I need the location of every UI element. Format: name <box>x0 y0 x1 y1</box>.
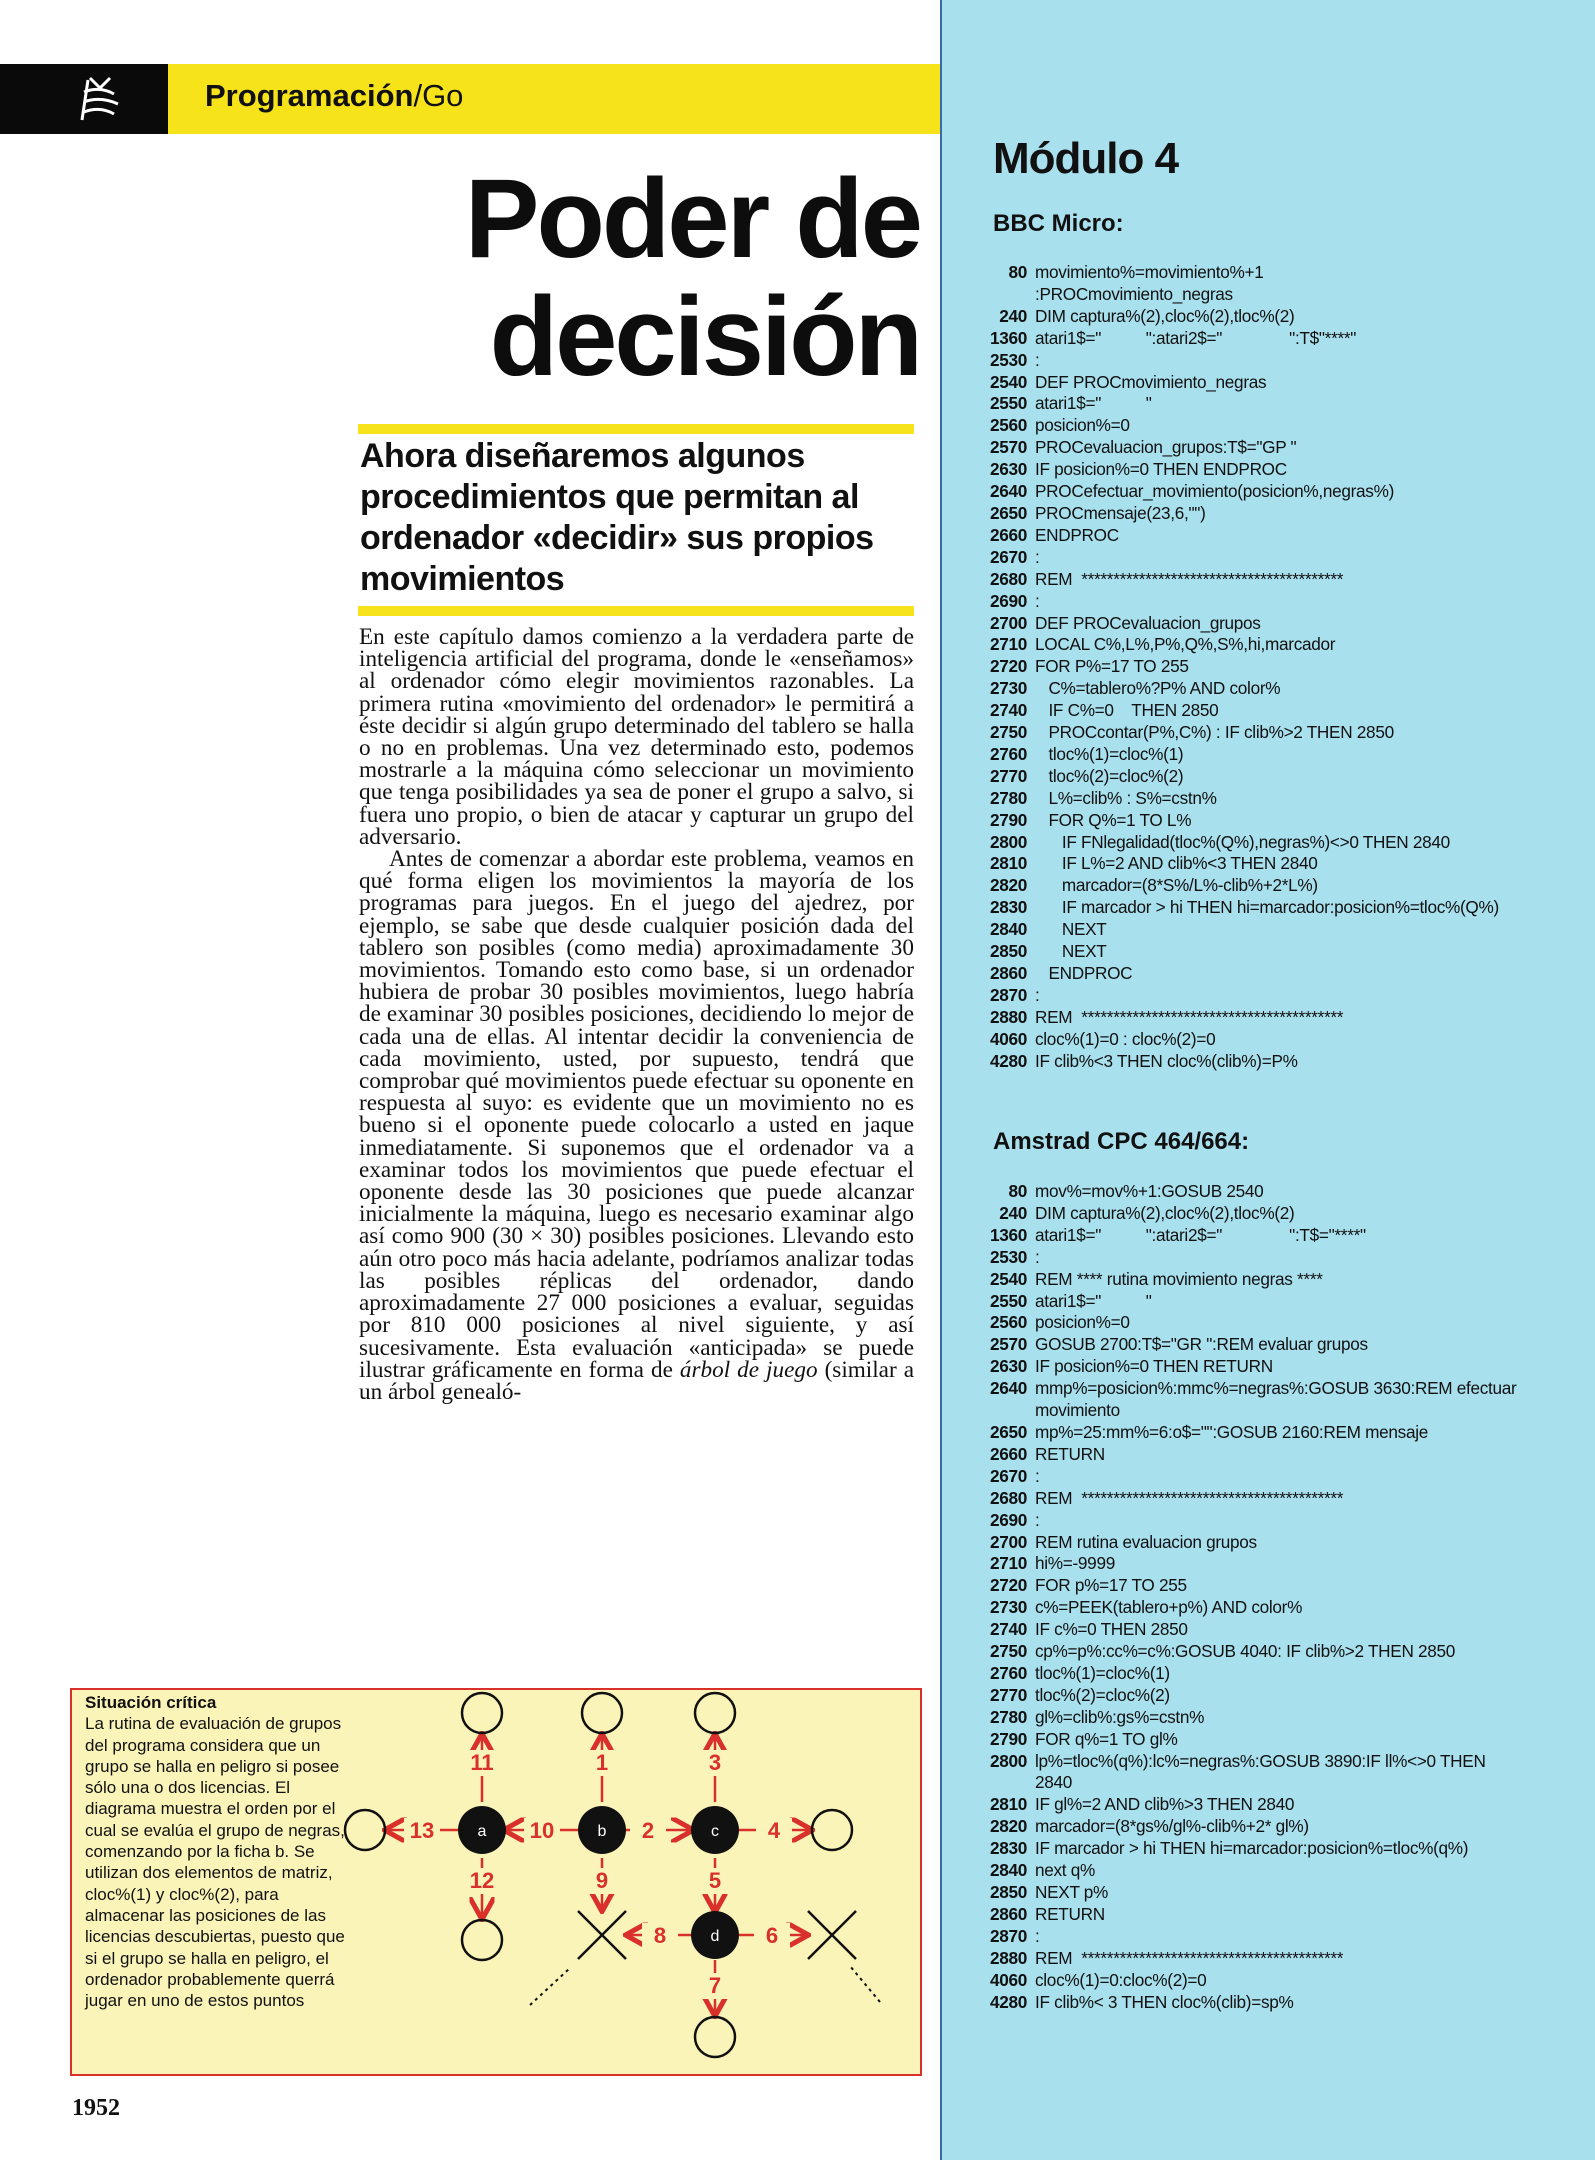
code-line <box>975 1466 1520 1488</box>
order-number: 13 <box>409 1818 435 1843</box>
line-code: ENDPROC <box>1035 524 1119 545</box>
line-number: 2640 <box>989 1378 1027 1399</box>
line-code: :PROCmovimiento_negras <box>1035 283 1233 304</box>
line-code: tloc%(2)=cloc%(2) <box>1035 1684 1170 1705</box>
line-code: posicion%=0 <box>1035 1312 1130 1333</box>
line-code: mmp%=posicion%:mmc%=negras%:GOSUB 3630:REM efectuar movimiento <box>1035 1378 1521 1421</box>
code-line <box>975 875 1520 897</box>
line-number: 2550 <box>989 1290 1027 1311</box>
stone-label: b <box>597 1823 607 1840</box>
line-code: c%=PEEK(tablero+p%) AND color% <box>1035 1597 1303 1618</box>
line-code: IF clib%< 3 THEN cloc%(clib)=sp% <box>1035 1991 1294 2012</box>
line-code: IF marcador > hi THEN hi=marcador:posicion%=tloc%(Q%) <box>1035 897 1499 918</box>
line-number: 2830 <box>989 897 1027 918</box>
code-line <box>975 613 1520 635</box>
title-line-2: decisión <box>489 274 920 399</box>
line-code: atari1$=" ":atari2$=" ":T$="****" <box>1035 1224 1366 1245</box>
line-number: 2770 <box>989 765 1027 786</box>
liberty-point <box>812 1810 852 1850</box>
line-number: 1360 <box>989 327 1027 348</box>
code-line <box>975 1707 1520 1729</box>
line-number: 2570 <box>989 437 1027 458</box>
line-code: REM rutina evaluacion grupos <box>1035 1531 1257 1552</box>
line-code: REM ***************************************** <box>1035 1006 1344 1027</box>
code-line <box>975 744 1520 766</box>
code-line <box>975 1488 1520 1510</box>
code-line <box>975 284 1520 306</box>
line-number: 2870 <box>989 984 1027 1005</box>
line-code: marcador=(8*S%/L%-clib%+2*L%) <box>1035 875 1318 896</box>
line-number: 2790 <box>989 809 1027 830</box>
line-number: 2560 <box>989 415 1027 436</box>
line-code: RETURN <box>1035 1903 1105 1924</box>
line-code: PROCefectuar_movimiento(posicion%,negras%) <box>1035 481 1394 502</box>
code-line <box>975 372 1520 394</box>
line-code: atari1$=" " <box>1035 1290 1152 1311</box>
title-line-1: Poder de <box>464 156 920 281</box>
article-body <box>359 626 914 1403</box>
line-code: cp%=p%:cc%=c%:GOSUB 4040: IF clib%>2 THEN 2850 <box>1035 1641 1456 1662</box>
line-code: DEF PROCevaluacion_grupos <box>1035 612 1261 633</box>
article-title <box>360 156 920 399</box>
code-line <box>975 1051 1520 1073</box>
code-line <box>975 963 1520 985</box>
line-number: 2840 <box>989 1860 1027 1881</box>
article-subtitle: Ahora diseñaremos algunos procedimientos que permitan al ordenador «decidir» sus propios movimientos <box>360 437 874 598</box>
code-line <box>975 393 1520 415</box>
line-number: 2640 <box>989 481 1027 502</box>
line-number: 2530 <box>989 1246 1027 1267</box>
code-line <box>975 1007 1520 1029</box>
code-line <box>975 656 1520 678</box>
order-number: 6 <box>765 1923 779 1948</box>
line-code: FOR q%=1 TO gl% <box>1035 1728 1178 1749</box>
line-code: DEF PROCmovimiento_negras <box>1035 371 1267 392</box>
line-code: IF clib%<3 THEN cloc%(clib%)=P% <box>1035 1050 1298 1071</box>
code-line <box>975 1291 1520 1313</box>
liberty-point <box>462 1920 502 1960</box>
code-line <box>975 1575 1520 1597</box>
line-number: 2540 <box>989 1268 1027 1289</box>
line-number: 2840 <box>989 919 1027 940</box>
code-line <box>975 1203 1520 1225</box>
code-line <box>975 1948 1520 1970</box>
line-number: 2680 <box>989 1487 1027 1508</box>
code-line <box>975 1619 1520 1641</box>
order-number: 2 <box>641 1818 655 1843</box>
line-code: : <box>1035 1925 1040 1946</box>
section-label-bold: Programación <box>205 78 414 113</box>
line-code: IF L%=2 AND clib%<3 THEN 2840 <box>1035 853 1318 874</box>
figure-caption <box>85 1692 345 2011</box>
line-code: PROCmensaje(23,6,"") <box>1035 502 1206 523</box>
line-code: PROCcontar(P%,C%) : IF clib%>2 THEN 2850 <box>1035 722 1394 743</box>
line-number: 2860 <box>989 963 1027 983</box>
line-number: 2550 <box>989 393 1027 414</box>
code-line <box>975 1685 1520 1707</box>
line-code: atari1$=" ":atari2$=" ":T$"****" <box>1035 327 1357 348</box>
code-line <box>975 634 1520 656</box>
paragraph-2 <box>359 848 914 1403</box>
section-label-sub: /Go <box>413 78 464 113</box>
line-number: 2850 <box>989 941 1027 962</box>
code-line <box>975 547 1520 569</box>
line-number: 2690 <box>989 590 1027 611</box>
line-number: 2560 <box>989 1312 1027 1333</box>
code-line <box>975 700 1520 722</box>
code-line <box>975 1269 1520 1291</box>
line-code: NEXT p% <box>1035 1882 1109 1902</box>
line-code: : <box>1035 1465 1040 1486</box>
code-line <box>975 1729 1520 1751</box>
code-line <box>975 1751 1520 1795</box>
code-line <box>975 853 1520 875</box>
code-line <box>975 503 1520 525</box>
line-number: 2660 <box>989 524 1027 545</box>
line-code: movimiento%=movimiento%+1 <box>1035 262 1264 282</box>
line-code: LOCAL C%,L%,P%,Q%,S%,hi,marcador <box>1035 634 1336 655</box>
line-number: 2740 <box>989 700 1027 721</box>
line-number: 4280 <box>989 1050 1027 1071</box>
order-number: 11 <box>470 1750 494 1775</box>
line-number: 80 <box>1008 262 1027 282</box>
line-code: IF C%=0 THEN 2850 <box>1035 700 1219 721</box>
line-code: IF marcador > hi THEN hi=marcador:posicion%=tloc%(q%) <box>1035 1838 1469 1859</box>
line-number: 2700 <box>989 1531 1027 1552</box>
line-code: mp%=25:mm%=6:o$="":GOSUB 2160:REM mensaje <box>1035 1421 1429 1442</box>
code-line <box>975 1992 1520 2014</box>
code-line <box>975 328 1520 350</box>
line-number: 2830 <box>989 1838 1027 1859</box>
line-number: 2780 <box>989 1706 1027 1727</box>
line-number <box>975 284 1035 306</box>
dotted-arrow <box>850 1966 880 2002</box>
line-code: REM ***************************************** <box>1035 1487 1344 1508</box>
code-line <box>975 897 1520 919</box>
line-code: GOSUB 2700:T$="GR ":REM evaluar grupos <box>1035 1334 1368 1355</box>
bbc-listing <box>975 262 1520 1073</box>
line-code: IF posicion%=0 THEN ENDPROC <box>1035 459 1287 480</box>
code-line <box>975 525 1520 547</box>
code-line <box>975 1663 1520 1685</box>
line-number: 4060 <box>989 1969 1027 1990</box>
caption-text: La rutina de evaluación de grupos del programa considera que un grupo se halla en peligro si posee sólo una o dos licencias. El diagrama muestra el orden por el cual se evalúa el grupo de negras, comenzando por la ficha b. Se utilizan dos elementos de matriz, cloc%(1) y cloc%(2), para almacenar las posiciones de las licencias descubiertas, puesto que si el grupo se halla en peligro, el ordenador probablemente querrá jugar en uno de estos puntos <box>85 1714 345 2011</box>
line-number: 240 <box>999 1202 1027 1223</box>
liberty-point <box>582 1693 622 1733</box>
line-code: : <box>1035 349 1040 370</box>
line-number: 2850 <box>989 1882 1027 1902</box>
order-number: 5 <box>708 1868 722 1893</box>
code-line <box>975 1334 1520 1356</box>
code-line <box>975 1422 1520 1444</box>
line-number: 2670 <box>989 546 1027 567</box>
line-code: NEXT <box>1035 941 1107 962</box>
liberty-point <box>695 2017 735 2057</box>
line-code: tloc%(1)=cloc%(1) <box>1035 1662 1170 1683</box>
line-number: 240 <box>999 305 1027 326</box>
line-number: 2800 <box>989 831 1027 852</box>
line-number: 2720 <box>989 656 1027 677</box>
code-line <box>975 1356 1520 1378</box>
line-number: 2650 <box>989 502 1027 523</box>
line-number: 2740 <box>989 1619 1027 1640</box>
caption-title: Situación crítica <box>85 1693 217 1712</box>
code-line <box>975 678 1520 700</box>
code-line <box>975 766 1520 788</box>
order-number: 12 <box>469 1868 495 1893</box>
code-line <box>975 985 1520 1007</box>
code-line <box>975 1378 1520 1422</box>
line-number: 2540 <box>989 371 1027 392</box>
line-code: ENDPROC <box>1035 963 1133 983</box>
line-code: RETURN <box>1035 1443 1105 1464</box>
code-line <box>975 1926 1520 1948</box>
code-line <box>975 1225 1520 1247</box>
code-line <box>975 1970 1520 1992</box>
paragraph-1: En este capítulo damos comienzo a la verdadera parte de inteligencia artificial del programa, donde le «enseñamos» al ordenador cómo elegir movimientos razonables. La primera rutina «movimiento del ordenador» le permitirá a éste decidir si algún grupo determinado del tablero se halla o no en problemas. Una vez determinado esto, podemos mostrarle a la máquina cómo seleccionar un movimiento que tenga posibilidades ya sea de poner el grupo a salvo, si fuera uno propio, o bien de atacar y capturar un grupo del adversario. <box>359 624 914 850</box>
line-code: gl%=clib%:gs%=cstn% <box>1035 1706 1205 1727</box>
code-line <box>975 1882 1520 1904</box>
code-line <box>975 1312 1520 1334</box>
line-number: 2730 <box>989 678 1027 699</box>
line-number: 4060 <box>989 1028 1027 1049</box>
line-code: next q% <box>1035 1860 1096 1881</box>
column-divider <box>940 0 942 2160</box>
line-code: IF posicion%=0 THEN RETURN <box>1035 1356 1273 1377</box>
line-number: 2680 <box>989 568 1027 589</box>
code-line <box>975 810 1520 832</box>
paragraph-2-text: Antes de comenzar a abordar este problema, veamos en qué forma eligen los movimientos la mayoría de los programas para juegos. En el juego del ajedrez, por ejemplo, se sabe que desde cualquier posición dada del tablero son posibles (como media) aproximadamente 30 movimientos. Tomando esto como base, si un ordenador hubiera de probar 30 posibles movimientos, luego habría de examinar 30 posibles posiciones, decidiendo lo mejor de cada una de ellas. Al intentar decidir la conveniencia de cada movimiento, usted, por supuesto, tendrá que comprobar qué movimientos puede efectuar su oponente en respuesta al suyo: es evidente que un movimiento no es bueno si el oponente puede colocarlo a usted en jaque inmediatamente. Si suponemos que el ordenador va a examinar todos los movimientos que puede efectuar el oponente desde las 30 posiciones que puede alcanzar inicialmente la máquina, luego es necesario examinar algo así como 900 (30 × 30) posibles posiciones. Llevando esto aún otro poco más hacia adelante, podríamos analizar todas las posibles réplicas del ordenador, dando aproximadamente 27 000 posiciones a evaluar, seguidas por 810 000 posiciones al nivel siguiente, y así sucesivamente. Esta evaluación «anticipada» se puede ilustrar gráficamente en forma de <box>359 846 914 1383</box>
line-number: 2770 <box>989 1684 1027 1705</box>
line-code: : <box>1035 546 1040 567</box>
line-code: IF FNlegalidad(tloc%(Q%),negras%)<>0 THEN 2840 <box>1035 831 1450 852</box>
line-code: DIM captura%(2),cloc%(2),tloc%(2) <box>1035 305 1295 326</box>
line-number: 2790 <box>989 1728 1027 1749</box>
liberty-point <box>345 1810 385 1850</box>
code-line <box>975 1553 1520 1575</box>
line-code: mov%=mov%+1:GOSUB 2540 <box>1035 1181 1264 1201</box>
line-code: marcador=(8*gs%/gl%-clib%+2* gl%) <box>1035 1816 1309 1837</box>
line-number: 2810 <box>989 1794 1027 1815</box>
line-code: PROCevaluacion_grupos:T$="GP " <box>1035 437 1297 458</box>
code-line <box>975 1181 1520 1203</box>
line-number: 2810 <box>989 853 1027 874</box>
line-code: : <box>1035 590 1040 611</box>
line-code: IF gl%=2 AND clib%>3 THEN 2840 <box>1035 1794 1295 1815</box>
line-number: 2530 <box>989 349 1027 370</box>
line-number: 2820 <box>989 875 1027 896</box>
amstrad-heading: Amstrad CPC 464/664: <box>993 1128 1250 1155</box>
line-code: : <box>1035 1246 1040 1267</box>
paragraph-2-tail: (similar a un árbol genealó- <box>359 1356 914 1405</box>
line-number: 2670 <box>989 1465 1027 1486</box>
code-line <box>975 591 1520 613</box>
order-number: 8 <box>653 1923 667 1948</box>
code-line <box>975 459 1520 481</box>
code-line <box>975 306 1520 328</box>
section-label <box>205 78 463 114</box>
line-number: 2570 <box>989 1334 1027 1355</box>
code-line <box>975 1247 1520 1269</box>
code-line <box>975 1816 1520 1838</box>
code-line <box>975 1510 1520 1532</box>
line-code: L%=clib% : S%=cstn% <box>1035 787 1217 808</box>
line-code: NEXT <box>1035 919 1107 940</box>
amstrad-listing <box>975 1181 1520 2013</box>
order-number: 4 <box>767 1818 781 1843</box>
code-line <box>975 437 1520 459</box>
stone-label: d <box>710 1928 720 1945</box>
line-code: IF c%=0 THEN 2850 <box>1035 1619 1188 1640</box>
code-line <box>975 1532 1520 1554</box>
line-number: 2880 <box>989 1006 1027 1027</box>
line-code: C%=tablero%?P% AND color% <box>1035 678 1281 699</box>
line-code: DIM captura%(2),cloc%(2),tloc%(2) <box>1035 1202 1295 1223</box>
code-line <box>975 832 1520 854</box>
code-line <box>975 481 1520 503</box>
subtitle-rule-bottom <box>358 606 914 616</box>
go-section-icon <box>70 72 130 126</box>
line-code: cloc%(1)=0:cloc%(2)=0 <box>1035 1969 1207 1990</box>
subtitle-rule-top <box>358 424 914 434</box>
stone-label: c <box>711 1823 719 1840</box>
code-line <box>975 1860 1520 1882</box>
liberty-point <box>695 1693 735 1733</box>
line-number: 80 <box>1008 1181 1027 1201</box>
line-number: 2720 <box>989 1575 1027 1596</box>
line-code: REM ***************************************** <box>1035 1947 1344 1968</box>
line-code: hi%=-9999 <box>1035 1553 1115 1574</box>
line-number: 2760 <box>989 743 1027 764</box>
line-number: 2690 <box>989 1509 1027 1530</box>
code-line <box>975 919 1520 941</box>
line-number: 2880 <box>989 1947 1027 1968</box>
line-number: 2630 <box>989 459 1027 480</box>
line-number: 2760 <box>989 1662 1027 1683</box>
code-line <box>975 722 1520 744</box>
line-number: 2700 <box>989 612 1027 633</box>
code-line <box>975 941 1520 963</box>
order-number: 1 <box>595 1750 609 1775</box>
dotted-arrow <box>530 1968 570 2005</box>
code-line <box>975 350 1520 372</box>
line-code: posicion%=0 <box>1035 415 1130 436</box>
line-number: 2820 <box>989 1816 1027 1837</box>
line-code: REM ***************************************** <box>1035 568 1344 589</box>
line-number: 2630 <box>989 1356 1027 1377</box>
page-number: 1952 <box>72 2095 120 2121</box>
line-number: 2730 <box>989 1597 1027 1618</box>
code-line <box>975 1029 1520 1051</box>
line-number: 2860 <box>989 1903 1027 1924</box>
line-code: FOR Q%=1 TO L% <box>1035 809 1192 830</box>
line-number: 1360 <box>989 1224 1027 1245</box>
code-line <box>975 569 1520 591</box>
paragraph-2-emphasis: árbol de juego <box>679 1356 818 1383</box>
line-code: REM **** rutina movimiento negras **** <box>1035 1268 1323 1289</box>
line-code: FOR P%=17 TO 255 <box>1035 656 1189 677</box>
line-code: lp%=tloc%(q%):lc%=negras%:GOSUB 3890:IF ll%<>0 THEN 2840 <box>1035 1750 1491 1793</box>
line-number: 2750 <box>989 722 1027 743</box>
line-number: 2710 <box>989 1553 1027 1574</box>
code-line <box>975 262 1520 284</box>
line-code: : <box>1035 984 1040 1005</box>
code-line <box>975 788 1520 810</box>
line-code: atari1$=" " <box>1035 393 1152 414</box>
order-number: 3 <box>708 1750 722 1775</box>
code-line <box>975 1641 1520 1663</box>
order-number: 7 <box>708 1973 722 1998</box>
line-number: 4280 <box>989 1991 1027 2012</box>
order-number: 10 <box>529 1818 555 1843</box>
line-number: 2710 <box>989 634 1027 655</box>
code-line <box>975 415 1520 437</box>
line-number: 2660 <box>989 1443 1027 1464</box>
line-number: 2870 <box>989 1925 1027 1946</box>
line-code: tloc%(2)=cloc%(2) <box>1035 765 1184 786</box>
order-number: 9 <box>595 1868 609 1893</box>
line-number: 2650 <box>989 1421 1027 1442</box>
code-line <box>975 1794 1520 1816</box>
line-number: 2750 <box>989 1641 1027 1662</box>
code-line <box>975 1597 1520 1619</box>
code-line <box>975 1838 1520 1860</box>
line-number: 2780 <box>989 787 1027 808</box>
line-code: cloc%(1)=0 : cloc%(2)=0 <box>1035 1028 1216 1049</box>
line-number: 2800 <box>989 1750 1027 1771</box>
section-logo <box>0 64 168 134</box>
bbc-heading: BBC Micro: <box>993 210 1124 237</box>
code-line <box>975 1444 1520 1466</box>
stone-label: a <box>477 1823 487 1840</box>
go-diagram <box>330 1690 910 2072</box>
module-title: Módulo 4 <box>993 134 1179 183</box>
liberty-point <box>462 1693 502 1733</box>
line-code: : <box>1035 1509 1040 1530</box>
line-code: FOR p%=17 TO 255 <box>1035 1575 1187 1596</box>
line-code: tloc%(1)=cloc%(1) <box>1035 743 1184 764</box>
code-line <box>975 1904 1520 1926</box>
